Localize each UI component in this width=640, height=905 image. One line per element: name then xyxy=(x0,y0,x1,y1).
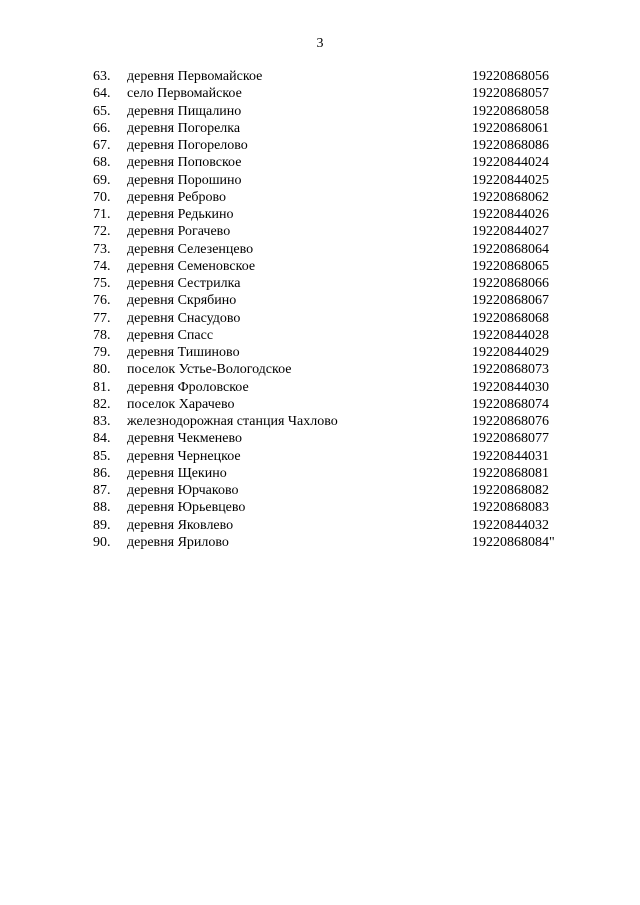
oktmo-code: 19220868065 xyxy=(472,258,549,274)
oktmo-code: 19220868084" xyxy=(472,534,555,550)
table-row xyxy=(0,517,640,534)
settlement-name: деревня Первомайское xyxy=(127,69,263,84)
row-number: 88. xyxy=(93,500,111,516)
settlement-name: деревня Чернецкое xyxy=(127,448,241,464)
settlement-name: деревня Сестрилка xyxy=(127,276,241,291)
oktmo-code: 19220868068 xyxy=(472,310,549,326)
oktmo-code: 19220868082 xyxy=(472,483,549,498)
oktmo-code: 19220868064 xyxy=(472,241,549,257)
table-row xyxy=(0,448,640,465)
oktmo-code: 19220844025 xyxy=(472,172,549,188)
settlement-name: деревня Поповское xyxy=(127,155,242,171)
settlement-name: деревня Спасс xyxy=(127,327,214,343)
table-row xyxy=(0,172,640,189)
table-row xyxy=(0,223,640,240)
oktmo-code: 19220844028 xyxy=(472,327,549,343)
row-number: 65. xyxy=(93,103,111,119)
settlement-name: деревня Юрчаково xyxy=(127,483,239,498)
row-number: 74. xyxy=(93,258,111,274)
settlement-table xyxy=(0,68,640,551)
table-row xyxy=(0,258,640,275)
page-number: 3 xyxy=(316,36,324,51)
row-number: 86. xyxy=(93,465,111,481)
row-number: 67. xyxy=(93,138,111,153)
table-row xyxy=(0,120,640,137)
oktmo-code: 19220844029 xyxy=(472,345,549,360)
table-row xyxy=(0,361,640,378)
table-row xyxy=(0,154,640,171)
row-number: 89. xyxy=(93,517,111,533)
row-number: 71. xyxy=(93,207,111,222)
row-number: 69. xyxy=(93,172,111,188)
row-number: 66. xyxy=(93,120,111,136)
row-number: 64. xyxy=(93,86,111,102)
table-row xyxy=(0,68,640,85)
oktmo-code: 19220868074 xyxy=(472,396,549,412)
settlement-name: деревня Тишиново xyxy=(127,345,240,360)
table-row xyxy=(0,275,640,292)
settlement-name: деревня Рогачево xyxy=(127,224,231,240)
row-number: 82. xyxy=(93,396,111,412)
table-row xyxy=(0,85,640,102)
row-number: 80. xyxy=(93,362,111,378)
table-row xyxy=(0,413,640,430)
row-number: 78. xyxy=(93,327,111,343)
table-row xyxy=(0,465,640,482)
settlement-name: деревня Скрябино xyxy=(127,293,237,309)
settlement-name: деревня Снасудово xyxy=(127,310,241,326)
row-number: 70. xyxy=(93,189,111,205)
table-row xyxy=(0,292,640,309)
row-number: 84. xyxy=(93,431,111,447)
table-row xyxy=(0,310,640,327)
row-number: 85. xyxy=(93,448,111,464)
table-row xyxy=(0,327,640,344)
oktmo-code: 19220868086 xyxy=(472,138,549,153)
oktmo-code: 19220844027 xyxy=(472,224,549,240)
row-number: 83. xyxy=(93,414,111,429)
oktmo-code: 19220868077 xyxy=(472,431,549,447)
settlement-name: деревня Пищалино xyxy=(127,103,242,119)
oktmo-code: 19220868058 xyxy=(472,103,549,119)
settlement-name: село Первомайское xyxy=(127,86,242,102)
oktmo-code: 19220868061 xyxy=(472,120,549,136)
oktmo-code: 19220844024 xyxy=(472,155,549,171)
settlement-name: деревня Яковлево xyxy=(127,517,234,533)
row-number: 68. xyxy=(93,155,111,171)
row-number: 76. xyxy=(93,293,111,309)
table-row xyxy=(0,189,640,206)
table-row xyxy=(0,534,640,551)
row-number: 79. xyxy=(93,345,111,360)
oktmo-code: 19220844031 xyxy=(472,448,549,464)
oktmo-code: 19220844030 xyxy=(472,379,549,395)
row-number: 73. xyxy=(93,241,111,257)
row-number: 87. xyxy=(93,483,111,498)
settlement-name: деревня Семеновское xyxy=(127,258,256,274)
table-row xyxy=(0,396,640,413)
table-row xyxy=(0,103,640,120)
oktmo-code: 19220868076 xyxy=(472,414,549,429)
oktmo-code: 19220868067 xyxy=(472,293,549,309)
table-row xyxy=(0,137,640,154)
table-row xyxy=(0,241,640,258)
oktmo-code: 19220868073 xyxy=(472,362,549,378)
table-row xyxy=(0,379,640,396)
settlement-name: деревня Порошино xyxy=(127,172,242,188)
row-number: 81. xyxy=(93,379,111,395)
settlement-name: поселок Харачево xyxy=(127,396,235,412)
row-number: 63. xyxy=(93,69,111,84)
settlement-name: деревня Реброво xyxy=(127,189,227,205)
settlement-name: деревня Юрьевцево xyxy=(127,500,246,516)
settlement-name: деревня Ярилово xyxy=(127,534,229,550)
oktmo-code: 19220868056 xyxy=(472,69,549,84)
table-row xyxy=(0,430,640,447)
oktmo-code: 19220868083 xyxy=(472,500,549,516)
table-row xyxy=(0,499,640,516)
row-number: 75. xyxy=(93,276,111,291)
table-row xyxy=(0,344,640,361)
settlement-name: деревня Чекменево xyxy=(127,431,243,447)
settlement-name: деревня Редькино xyxy=(127,207,234,222)
row-number: 90. xyxy=(93,534,111,550)
settlement-name: деревня Погорелка xyxy=(127,120,241,136)
oktmo-code: 19220844032 xyxy=(472,517,549,533)
table-row xyxy=(0,206,640,223)
settlement-name: деревня Погорелово xyxy=(127,138,248,153)
settlement-name: поселок Устье-Вологодское xyxy=(127,362,292,378)
oktmo-code: 19220868062 xyxy=(472,189,549,205)
oktmo-code: 19220868081 xyxy=(472,465,549,481)
settlement-name: деревня Фроловское xyxy=(127,379,249,395)
oktmo-code: 19220844026 xyxy=(472,207,549,222)
settlement-name: деревня Селезенцево xyxy=(127,241,254,257)
settlement-name: железнодорожная станция Чахлово xyxy=(127,414,338,429)
table-row xyxy=(0,482,640,499)
oktmo-code: 19220868066 xyxy=(472,276,549,291)
settlement-name: деревня Щекино xyxy=(127,465,227,481)
row-number: 77. xyxy=(93,310,111,326)
row-number: 72. xyxy=(93,224,111,240)
oktmo-code: 19220868057 xyxy=(472,86,549,102)
